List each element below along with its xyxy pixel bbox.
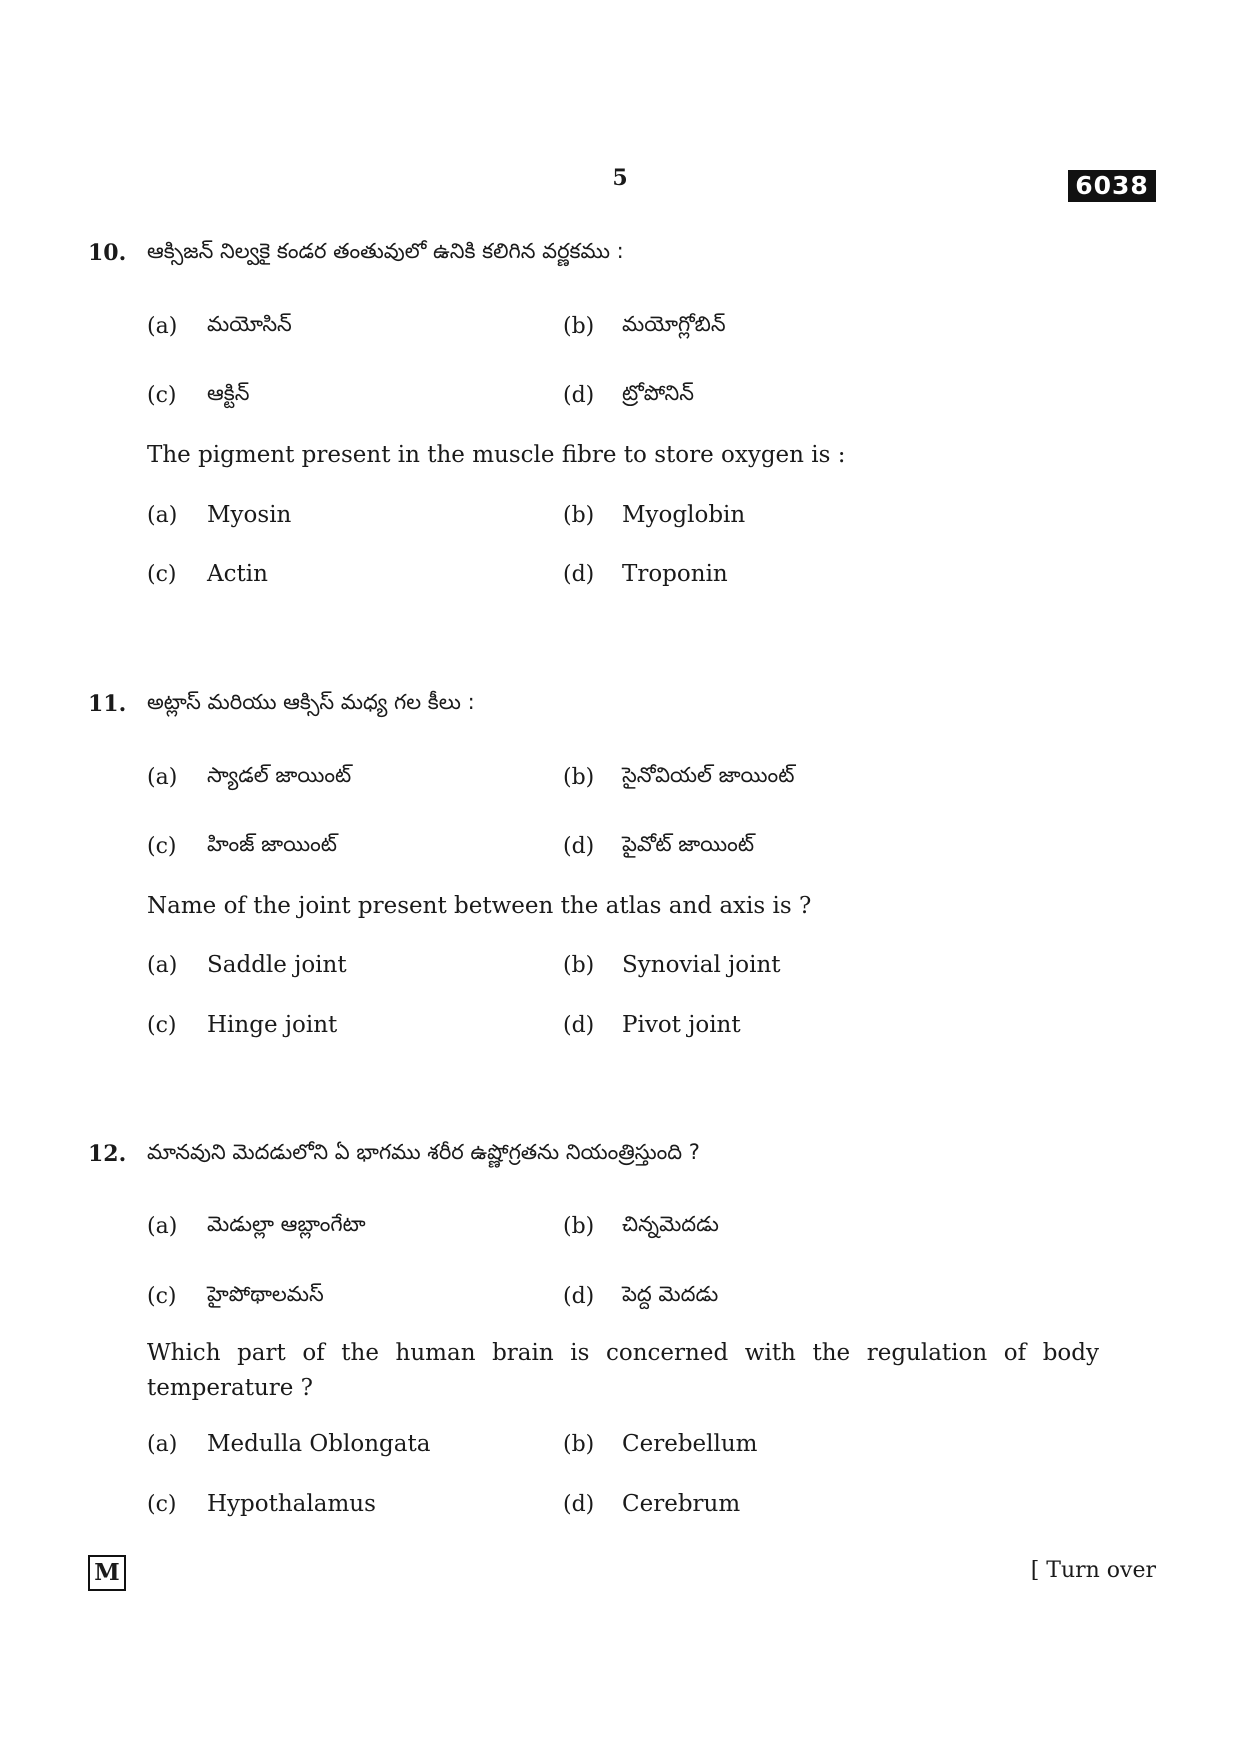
option-letter: (c): [147, 383, 177, 408]
option-text-telugu: హింజ్ జాయింట్: [207, 832, 337, 856]
option-text-english: Myosin: [207, 502, 292, 528]
option-text-english: Cerebellum: [622, 1431, 758, 1457]
question-text-english: Which part of the human brain is concerned with the regulation of body temperature ?: [147, 1340, 1099, 1401]
option-text-telugu: స్యాడల్ జాయింట్: [207, 763, 352, 787]
option-letter: (a): [147, 765, 178, 790]
option-letter: (b): [563, 765, 595, 790]
option-letter: (b): [563, 953, 595, 978]
option-text-english: Medulla Oblongata: [207, 1431, 431, 1457]
option-letter: (d): [563, 1013, 595, 1038]
option-text-english: Myoglobin: [622, 502, 746, 528]
option-text-english: Hypothalamus: [207, 1491, 376, 1517]
option-text-telugu: సైనోవియల్ జాయింట్: [622, 763, 795, 787]
option-text-english: Synovial joint: [622, 952, 781, 978]
option-letter: (d): [563, 383, 595, 408]
option-text-english: Troponin: [622, 561, 728, 587]
question-text-english: Name of the joint present between the atlas and axis is ?: [147, 893, 812, 919]
option-letter: (b): [563, 314, 595, 339]
paper-code-badge: 6038: [1068, 170, 1156, 202]
option-text-telugu: పైవోట్ జాయింట్: [622, 832, 755, 856]
option-letter: (c): [147, 562, 177, 587]
option-text-telugu: చిన్నమెదడు: [622, 1212, 719, 1236]
option-text-english: Saddle joint: [207, 952, 347, 978]
page-number: 5: [612, 165, 628, 191]
option-letter: (a): [147, 953, 178, 978]
option-text-telugu: పెద్ద మెదడు: [622, 1282, 719, 1306]
question-number: 11.: [88, 691, 127, 717]
option-letter: (d): [563, 834, 595, 859]
option-text-english: Cerebrum: [622, 1491, 741, 1517]
question-text-telugu: అట్లాస్ మరియు ఆక్సిస్ మధ్య గల కీలు :: [147, 690, 475, 714]
option-letter: (b): [563, 503, 595, 528]
option-letter: (a): [147, 1214, 178, 1239]
option-text-telugu: మెడుల్లా ఆబ్లాంగేటా: [207, 1212, 366, 1236]
option-letter: (c): [147, 1284, 177, 1309]
option-letter: (b): [563, 1432, 595, 1457]
option-letter: (c): [147, 834, 177, 859]
question-text-english: The pigment present in the muscle fibre to store oxygen is :: [147, 442, 846, 468]
option-text-telugu: మయోగ్లోబిన్: [622, 312, 726, 336]
option-letter: (a): [147, 314, 178, 339]
option-letter: (a): [147, 503, 178, 528]
option-letter: (d): [563, 1284, 595, 1309]
turn-over-label: [ Turn over: [1030, 1558, 1156, 1583]
option-letter: (d): [563, 562, 595, 587]
option-letter: (c): [147, 1013, 177, 1038]
option-text-telugu: ఆక్టిన్: [207, 381, 250, 405]
option-letter: (d): [563, 1492, 595, 1517]
option-text-telugu: ట్రోపోనిన్: [622, 381, 695, 405]
option-letter: (c): [147, 1492, 177, 1517]
option-text-english: Pivot joint: [622, 1012, 741, 1038]
question-text-telugu: మానవుని మెదడులోని ఏ భాగము శరీర ఉష్ణోగ్రతను నియంత్రిస్తుంది ?: [147, 1140, 700, 1164]
option-text-english: Actin: [207, 561, 268, 587]
question-text-telugu: ఆక్సిజన్ నిల్వకై కండర తంతువులో ఉనికి కలిగిన వర్ణకము :: [147, 239, 624, 263]
question-number: 10.: [88, 240, 127, 266]
option-text-telugu: మయోసిన్: [207, 312, 292, 336]
option-text-telugu: హైపోథాలమస్: [207, 1282, 324, 1306]
option-letter: (a): [147, 1432, 178, 1457]
option-text-english: Hinge joint: [207, 1012, 338, 1038]
option-letter: (b): [563, 1214, 595, 1239]
series-marker-badge: M: [88, 1555, 126, 1591]
question-number: 12.: [88, 1141, 127, 1167]
